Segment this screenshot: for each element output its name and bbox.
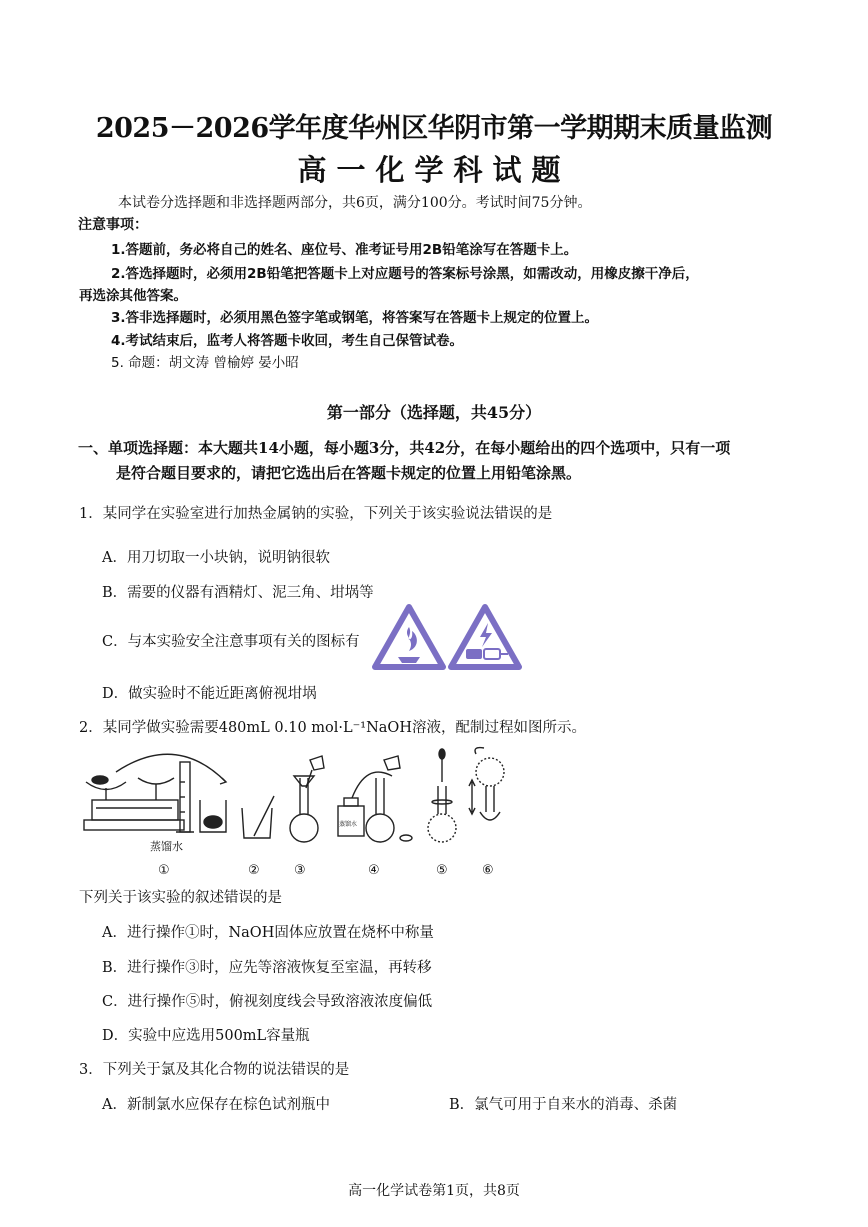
graduated-cylinder <box>176 762 194 832</box>
notice-item: 5. 命题：胡文涛 曾榆婷 晏小昭 <box>111 355 299 371</box>
beaker-stirring <box>242 796 274 838</box>
step-label: ② <box>248 863 260 878</box>
step-label: ④ <box>368 863 380 878</box>
exam-subtitle: 高一化学科试题 <box>297 153 571 187</box>
step-label: ⑥ <box>482 863 494 878</box>
flask-transfer <box>290 756 324 842</box>
notice-item: 1.答题前，务必将自己的姓名、座位号、准考证号用2B铅笔涂写在答题卡上。 <box>111 242 578 258</box>
question-2-lead: 下列关于该实验的叙述错误的是 <box>79 890 282 906</box>
wash-bottle-and-flask <box>338 756 412 842</box>
part1-instruction: 一、单项选择题：本大题共14小题，每小题3分，共42分，在每小题给出的四个选项中，只有一项 <box>78 439 731 457</box>
flame-warning-icon <box>372 603 446 671</box>
q1-option-d: D．做实验时不能近距离俯视坩埚 <box>102 686 317 702</box>
beaker-with-solid <box>200 800 226 832</box>
question-1-stem: 1．某同学在实验室进行加热金属钠的实验，下列关于该实验说法错误的是 <box>79 506 553 522</box>
exam-title: 2025－2026学年度华州区华阴市第一学期期末质量监测 <box>95 113 773 144</box>
wash-bottle-label: 蒸馏水 <box>339 821 358 828</box>
q3-option-a: A．新制氯水应保存在棕色试剂瓶中 <box>102 1097 330 1113</box>
notice-item: 2.答选择题时，必须用2B铅笔把答题卡上对应题号的答案标号涂黑，如需改动，用橡皮擦干净后， <box>111 266 699 282</box>
notice-heading: 注意事项： <box>78 217 148 233</box>
electric-plug-warning-icon <box>448 603 522 671</box>
q2-option-d: D．实验中应选用500mL容量瓶 <box>102 1028 310 1044</box>
step-label: ① <box>158 863 170 878</box>
notice-item: 再选涂其他答案。 <box>79 288 187 304</box>
exam-intro: 本试卷分选择题和非选择题两部分，共6页，满分100分。考试时间75分钟。 <box>118 195 592 211</box>
step-label: ③ <box>294 863 306 878</box>
notice-item: 4.考试结束后，监考人将答题卡收回，考生自己保管试卷。 <box>111 333 464 349</box>
step-label: ⑤ <box>436 863 448 878</box>
distilled-water-label: 蒸馏水 <box>150 840 183 853</box>
flask-inverting <box>469 748 504 820</box>
part1-heading: 第一部分（选择题，共45分） <box>326 403 542 422</box>
solution-preparation-figure <box>76 742 516 882</box>
q1-option-a: A．用刀切取一小块钠，说明钠很软 <box>102 550 330 566</box>
flask-with-dropper <box>428 749 456 842</box>
notice-item: 3.答非选择题时，必须用黑色签字笔或钢笔，将答案写在答题卡上规定的位置上。 <box>111 310 599 326</box>
page-footer: 高一化学试卷第1页，共8页 <box>348 1183 520 1199</box>
part1-instruction: 是符合题目要求的，请把它选出后在答题卡规定的位置上用铅笔涂黑。 <box>116 464 582 482</box>
question-2-stem: 2．某同学做实验需要480mL 0.10 mol·L⁻¹NaOH溶液，配制过程如图所示。 <box>79 720 586 736</box>
q1-option-c: C．与本实验安全注意事项有关的图标有 <box>102 634 360 650</box>
q2-option-a: A．进行操作①时，NaOH固体应放置在烧杯中称量 <box>102 925 434 941</box>
q2-option-c: C．进行操作⑤时，俯视刻度线会导致溶液浓度偏低 <box>102 994 433 1010</box>
question-3-stem: 3．下列关于氯及其化合物的说法错误的是 <box>79 1062 350 1078</box>
q3-option-b: B．氯气可用于自来水的消毒、杀菌 <box>449 1097 678 1113</box>
q1-option-b: B．需要的仪器有酒精灯、泥三角、坩埚等 <box>102 585 374 601</box>
q2-option-b: B．进行操作③时，应先等溶液恢复至室温，再转移 <box>102 960 432 976</box>
